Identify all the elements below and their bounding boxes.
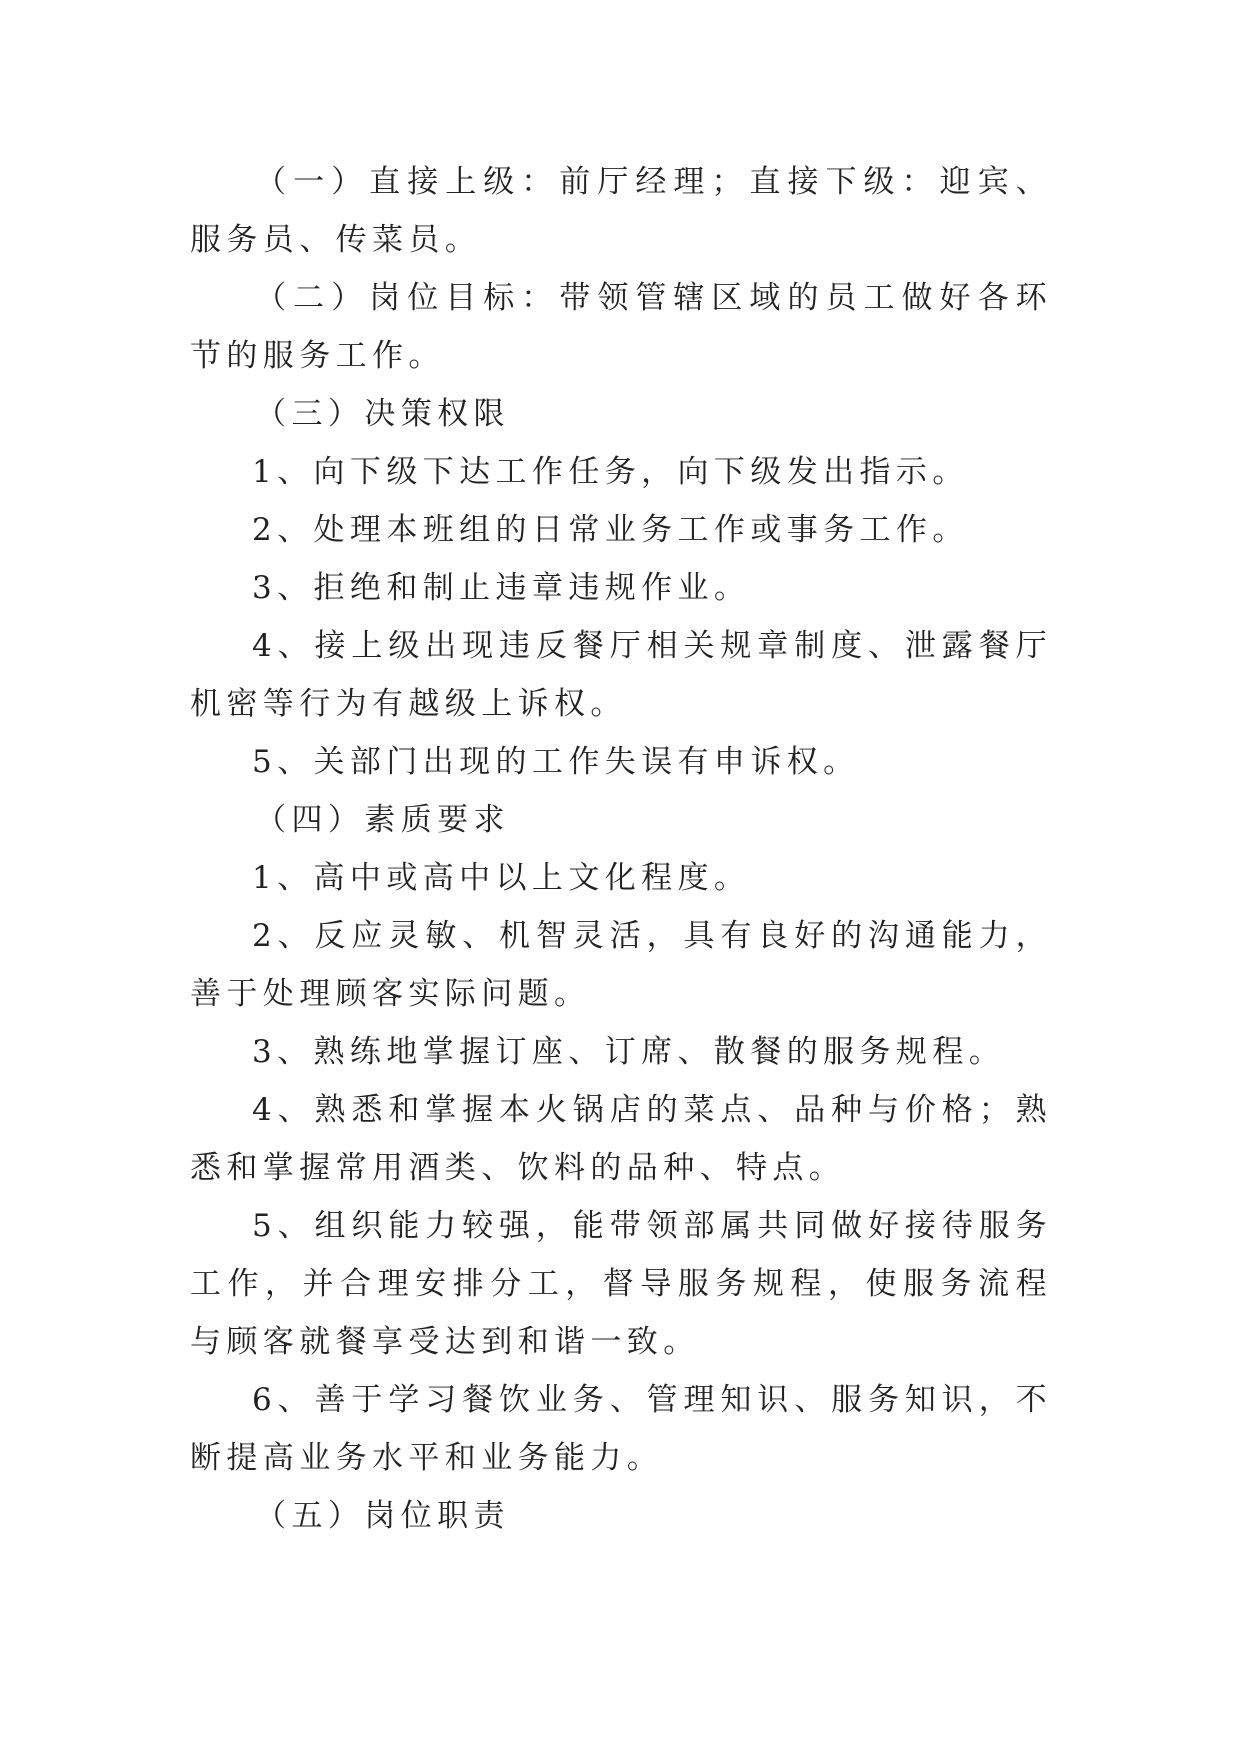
list-item: 3、熟练地掌握订座、订席、散餐的服务规程。 (252, 1034, 1006, 1070)
section-heading-job-duties: （五）岗位职责 (255, 1498, 510, 1534)
list-item: 4、接上级出现违反餐厅相关规章制度、泄露餐厅机密等行为有越级上诉权。 (190, 628, 1052, 722)
list-item: 4、熟悉和掌握本火锅店的菜点、品种与价格；熟悉和掌握常用酒类、饮料的品种、特点。 (190, 1092, 1052, 1186)
list-item: 1、向下级下达工作任务，向下级发出指示。 (252, 454, 969, 490)
list-item: 1、高中或高中以上文化程度。 (252, 860, 751, 896)
list-item: 5、关部门出现的工作失误有申诉权。 (252, 744, 860, 780)
section-heading-direct-superior: （一）直接上级：前厅经理；直接下级：迎宾、服务员、传菜员。 (190, 164, 1052, 258)
section-heading-job-goal: （二）岗位目标：带领管辖区域的员工做好各环节的服务工作。 (190, 280, 1052, 374)
document-body (190, 153, 1052, 1545)
list-item: 3、拒绝和制止违章违规作业。 (252, 570, 751, 606)
section-heading-decision-authority: （三）决策权限 (255, 396, 510, 432)
list-item: 5、组织能力较强，能带领部属共同做好接待服务工作，并合理安排分工，督导服务规程，使服务流程与顾客就餐享受达到和谐一致。 (190, 1208, 1052, 1360)
list-item: 6、善于学习餐饮业务、管理知识、服务知识，不断提高业务水平和业务能力。 (190, 1382, 1052, 1476)
section-heading-quality-requirements: （四）素质要求 (255, 802, 510, 838)
list-item: 2、反应灵敏、机智灵活，具有良好的沟通能力，善于处理顾客实际问题。 (190, 918, 1052, 1012)
list-item: 2、处理本班组的日常业务工作或事务工作。 (252, 512, 969, 548)
